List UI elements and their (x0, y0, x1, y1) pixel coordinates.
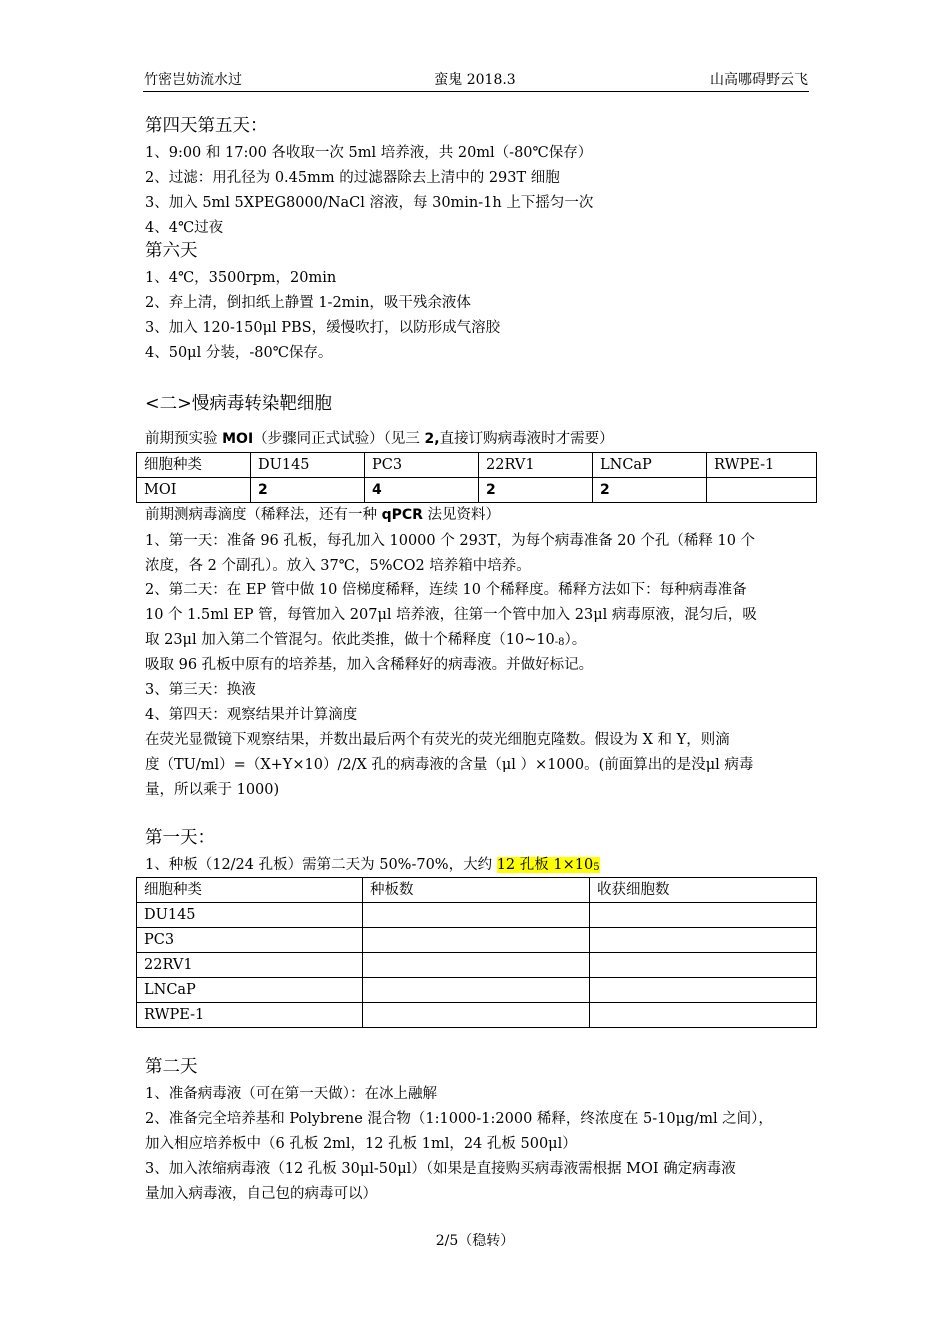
seeding-header-cell: 种板数 (363, 878, 590, 903)
seeding-table-row (137, 928, 817, 953)
day1-title: 第一天： (145, 828, 215, 848)
header-rule (143, 91, 809, 92)
cell-line-name: DU145 (137, 903, 363, 928)
titer-step2-line1: 2、第二天：在 EP 管中做 10 倍梯度稀释，连续 10 个稀释度。稀释方法如下：每种病毒准备 (145, 582, 747, 598)
day2-title: 第二天 (145, 1057, 198, 1077)
section-day45-title: 第四天第五天： (145, 116, 268, 136)
seeding-table-row (137, 978, 817, 1003)
moi-header-cell: PC3 (365, 453, 479, 478)
day2-line2b: 加入相应培养板中（6 孔板 2ml，12 孔板 1ml，24 孔板 500μl） (145, 1136, 577, 1152)
day45-line-2: 2、过滤：用孔径为 0.45mm 的过滤器除去上清中的 293T 细胞 (145, 170, 560, 186)
seeding-header-cell: 收获细胞数 (590, 878, 817, 903)
seeding-count-cell (363, 953, 590, 978)
harvest-count-cell (590, 903, 817, 928)
day45-line-3: 3、加入 5ml 5XPEG8000/NaCl 溶液，每 30min-1h 上下摇匀一次 (145, 195, 594, 211)
header-right: 山高哪碍野云飞 (710, 72, 808, 88)
cell-line-name: RWPE-1 (137, 1003, 363, 1028)
seeding-table-row (137, 903, 817, 928)
highlighted-text: 12 孔板 1×105 (496, 857, 600, 873)
titer-step3: 3、第三天：换液 (145, 682, 256, 698)
titer-obs-line3: 量，所以乘于 1000) (145, 782, 280, 798)
day2-line3a: 3、加入浓缩病毒液（12 孔板 30μl-50μl）（如果是直接购买病毒液需根据 MOI 确定病毒液 (145, 1161, 736, 1177)
moi-header-cell: DU145 (251, 453, 365, 478)
moi-value-cell: 2 (593, 478, 707, 503)
moi-header-cell: 22RV1 (479, 453, 593, 478)
titer-intro: 前期测病毒滴度（稀释法，还有一种 qPCR 法见资料） (145, 507, 501, 523)
seeding-table-row (137, 953, 817, 978)
moi-table-value-row (137, 478, 817, 503)
header-left: 竹密岂妨流水过 (144, 72, 242, 88)
day1-line: 1、种板（12/24 孔板）需第二天为 50%-70%，大约 12 孔板 1×105 (145, 857, 600, 873)
moi-value-cell (707, 478, 817, 503)
cell-line-name: LNCaP (137, 978, 363, 1003)
titer-step2-line3: 取 23μl 加入第二个管混匀。依此类推，做十个稀释度（10~10-8）。 (145, 632, 587, 648)
moi-intro: 前期预实验 MOI（步骤同正式试验）（见三 2,直接订购病毒液时才需要） (145, 431, 614, 447)
day6-line-2: 2、弃上清，倒扣纸上静置 1-2min，吸干残余液体 (145, 295, 471, 311)
seeding-table-row (137, 1003, 817, 1028)
seeding-header-cell: 细胞种类 (137, 878, 363, 903)
moi-header-cell: LNCaP (593, 453, 707, 478)
titer-obs-line1: 在荧光显微镜下观察结果，并数出最后两个有荧光的荧光细胞克隆数。假设为 X 和 Y，则滴 (145, 732, 730, 748)
cell-line-name: 22RV1 (137, 953, 363, 978)
harvest-count-cell (590, 953, 817, 978)
day6-line-4: 4、50μl 分装，-80℃保存。 (145, 345, 333, 361)
day6-line-3: 3、加入 120-150μl PBS，缓慢吹打，以防形成气溶胶 (145, 320, 501, 336)
moi-header-cell: 细胞种类 (137, 453, 251, 478)
titer-step1-line1: 1、第一天：准备 96 孔板，每孔加入 10000 个 293T，为每个病毒准备 20 个孔（稀释 10 个 (145, 533, 756, 549)
header-center: 蛮鬼 2018.3 (434, 72, 516, 88)
page-footer: 2/5（稳转） (435, 1233, 515, 1249)
titer-step4: 4、第四天：观察结果并计算滴度 (145, 707, 358, 723)
day2-line2a: 2、准备完全培养基和 Polybrene 混合物（1:1000-1:2000 稀释，终浓度在 5-10μg/ml 之间）， (145, 1111, 773, 1127)
section-day6-title: 第六天 (145, 241, 198, 261)
day2-line3b: 量加入病毒液，自己包的病毒可以） (145, 1186, 377, 1202)
titer-step2-line4: 吸取 96 孔板中原有的培养基，加入含稀释好的病毒液。并做好标记。 (145, 657, 594, 673)
moi-header-cell: RWPE-1 (707, 453, 817, 478)
titer-obs-line2: 度（TU/ml）=（X+Y×10）/2/X 孔的病毒液的含量（μl ）×1000。(前面算出的是没μl 病毒 (145, 757, 754, 773)
seeding-count-cell (363, 978, 590, 1003)
titer-step1-line2: 浓度，各 2 个副孔）。放入 37℃，5%CO2 培养箱中培养。 (145, 558, 531, 574)
day6-line-1: 1、4℃，3500rpm，20min (145, 270, 337, 286)
day45-line-1: 1、9:00 和 17:00 各收取一次 5ml 培养液，共 20ml（-80℃保存） (145, 145, 593, 161)
day45-line-4: 4、4℃过夜 (145, 220, 224, 236)
seeding-table-header-row (137, 878, 817, 903)
harvest-count-cell (590, 1003, 817, 1028)
seeding-count-cell (363, 1003, 590, 1028)
cell-line-name: PC3 (137, 928, 363, 953)
day2-line1: 1、准备病毒液（可在第一天做）：在冰上融解 (145, 1086, 437, 1102)
harvest-count-cell (590, 928, 817, 953)
moi-row-label: MOI (137, 478, 251, 503)
seeding-count-cell (363, 903, 590, 928)
moi-value-cell: 4 (365, 478, 479, 503)
titer-step2-line2: 10 个 1.5ml EP 管，每管加入 207μl 培养液，往第一个管中加入 23μl 病毒原液，混匀后，吸 (145, 607, 757, 623)
moi-value-cell: 2 (479, 478, 593, 503)
seeding-table (136, 877, 817, 1028)
moi-value-cell: 2 (251, 478, 365, 503)
harvest-count-cell (590, 978, 817, 1003)
section2-title: <二>慢病毒转染靶细胞 (145, 394, 332, 414)
moi-table (136, 452, 817, 503)
seeding-count-cell (363, 928, 590, 953)
moi-table-header-row (137, 453, 817, 478)
